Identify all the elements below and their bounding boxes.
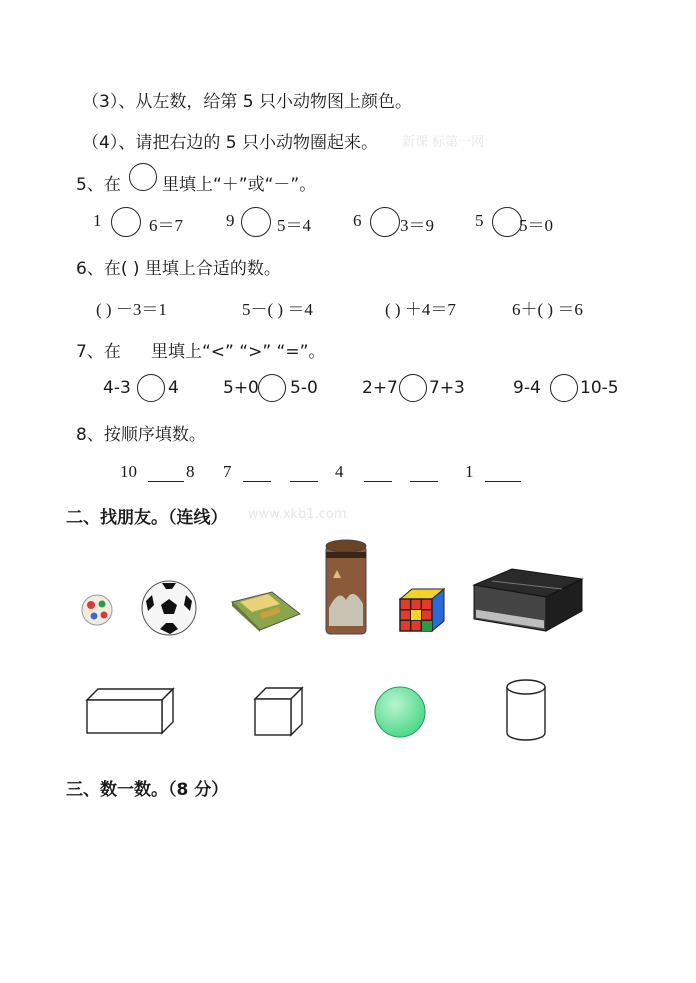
q7-item-1-right: 4 <box>168 378 179 398</box>
sphere-shape[interactable] <box>373 685 427 739</box>
question-5-prefix: 5、在 <box>76 175 121 195</box>
q7-answer-circle-2[interactable] <box>258 374 286 402</box>
q6-item-4[interactable]: 6＋( ) ＝6 <box>512 300 583 319</box>
question-7-prefix: 7、在 <box>76 342 121 362</box>
small-ball-picture[interactable] <box>80 593 114 627</box>
q5-answer-circle-1[interactable] <box>111 207 141 237</box>
q5-item-3-left: 6 <box>353 211 362 230</box>
watermark-text: 新课 标第一网 <box>402 135 485 150</box>
q5-item-3-right: 3＝9 <box>400 216 434 235</box>
q7-item-1-left: 4-3 <box>103 378 131 398</box>
q5-item-1-right: 6＝7 <box>149 216 183 235</box>
question-8-title: 8、按顺序填数。 <box>76 425 206 445</box>
section-2-title: 二、找朋友。（连线） <box>66 508 228 528</box>
question-4-text: （4）、请把右边的 5 只小动物圈起来。 <box>82 133 378 153</box>
q8-blank-5[interactable] <box>410 481 438 482</box>
cylinder-shape[interactable] <box>505 678 547 742</box>
q5-answer-circle-3[interactable] <box>370 207 400 237</box>
q6-item-3[interactable]: ( ) ＋4＝7 <box>385 300 456 319</box>
q5-item-1-left: 1 <box>93 211 102 230</box>
q8-number-4: 4 <box>335 462 344 481</box>
q5-item-2-right: 5＝4 <box>277 216 311 235</box>
question-3-text: （3）、从左数，给第 5 只小动物图上颜色。 <box>82 92 412 112</box>
q6-item-2[interactable]: 5－( ) ＝4 <box>242 300 313 319</box>
cube-shape[interactable] <box>254 687 304 737</box>
answer-circle-example <box>129 163 157 191</box>
q5-answer-circle-2[interactable] <box>241 207 271 237</box>
q7-answer-circle-4[interactable] <box>550 374 578 402</box>
q7-item-3-right: 7+3 <box>429 378 465 398</box>
matchbox-picture[interactable] <box>230 590 302 632</box>
question-7-suffix: 里填上“<” “>” “=”。 <box>151 342 326 362</box>
q6-item-1[interactable]: ( ) －3＝1 <box>96 300 167 319</box>
soccer-ball-picture[interactable] <box>140 579 198 637</box>
shoe-box-picture[interactable] <box>472 565 584 635</box>
q8-number-1: 1 <box>465 462 474 481</box>
q7-answer-circle-1[interactable] <box>137 374 165 402</box>
section-3-title: 三、数一数。（8 分） <box>66 780 229 800</box>
q5-answer-circle-4[interactable] <box>492 207 522 237</box>
cuboid-shape[interactable] <box>86 688 174 734</box>
q8-blank-2[interactable] <box>243 481 271 482</box>
q5-item-4-right: 5＝0 <box>519 216 553 235</box>
q7-item-4-right: 10-5 <box>580 378 619 398</box>
q7-item-3-left: 2+7 <box>362 378 398 398</box>
q8-number-7: 7 <box>223 462 232 481</box>
q7-item-2-right: 5-0 <box>290 378 318 398</box>
q8-blank-4[interactable] <box>364 481 392 482</box>
watermark-url: www.xkb1.com <box>248 507 347 522</box>
rubiks-cube-picture[interactable] <box>398 587 446 633</box>
question-6-title: 6、在( ) 里填上合适的数。 <box>76 259 281 279</box>
q8-blank-3[interactable] <box>290 481 318 482</box>
q8-number-10: 10 <box>120 462 137 481</box>
question-5-suffix: 里填上“＋”或“－”。 <box>162 175 317 195</box>
tin-can-picture[interactable] <box>323 538 369 638</box>
q8-number-8: 8 <box>186 462 195 481</box>
q7-item-4-left: 9-4 <box>513 378 541 398</box>
q8-blank-1[interactable] <box>148 481 184 482</box>
q8-blank-6[interactable] <box>485 481 521 482</box>
q5-item-2-left: 9 <box>226 211 235 230</box>
q7-answer-circle-3[interactable] <box>399 374 427 402</box>
q7-item-2-left: 5+0 <box>223 378 259 398</box>
q5-item-4-left: 5 <box>475 211 484 230</box>
